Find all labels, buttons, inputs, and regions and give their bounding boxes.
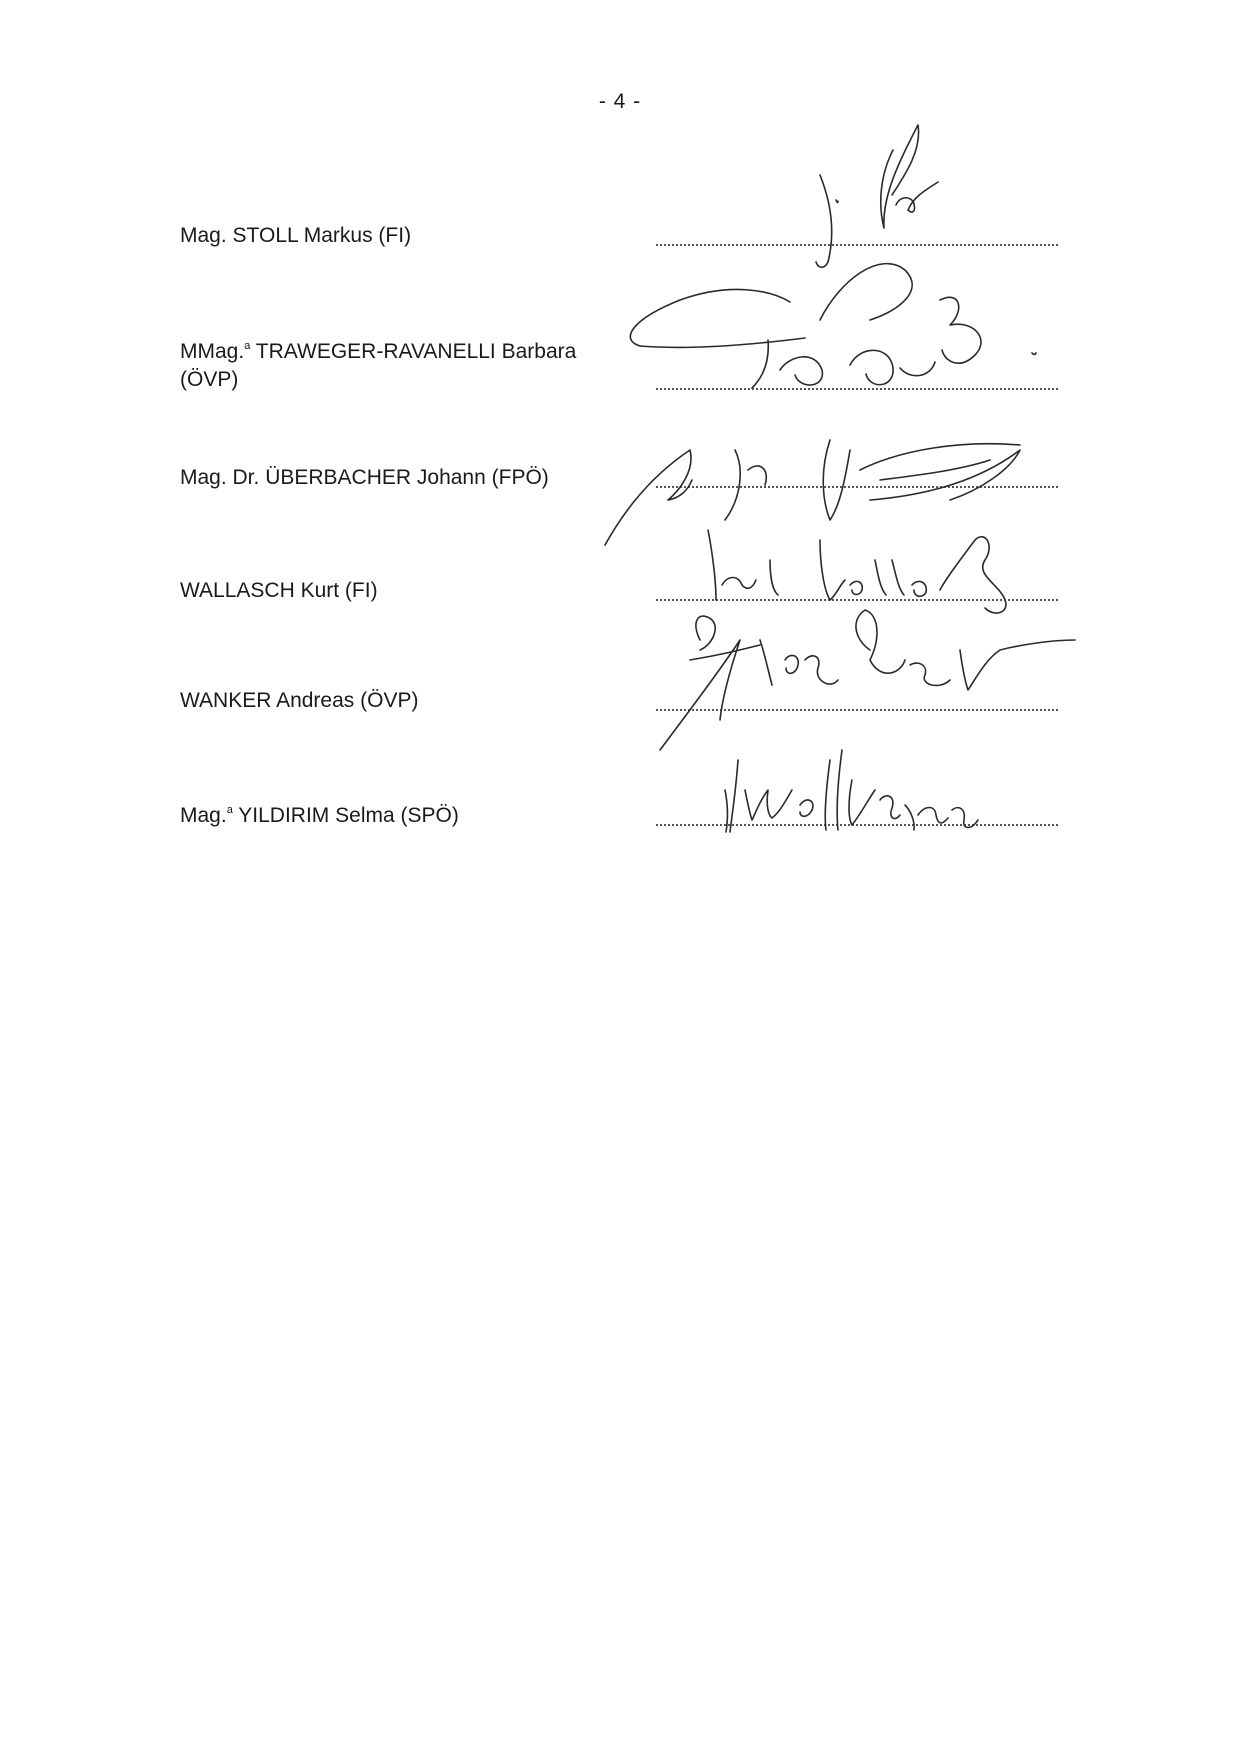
signatory-name: Mag.$^a$ YILDIRIM Selma (SPÖ)	[180, 804, 459, 827]
signatory-name: MMag.$^a$ TRAWEGER-RAVANELLI Barbara (ÖVP)	[180, 340, 577, 391]
signature-line	[656, 486, 1058, 488]
signature-line	[656, 599, 1058, 601]
signatory-row-ueberbacher	[180, 432, 1080, 492]
signatory-name: Mag. STOLL Markus (FI)	[180, 224, 412, 247]
signatory-row-wallasch	[180, 545, 1080, 605]
page-number: - 4 -	[598, 90, 642, 113]
signatory-name: WALLASCH Kurt (FI)	[180, 579, 378, 602]
signatory-name: WANKER Andreas (ÖVP)	[180, 689, 419, 712]
signature-line	[656, 388, 1058, 390]
signature-line	[656, 244, 1058, 246]
signatory-row-wanker	[180, 655, 1080, 715]
signatory-row-stoll	[180, 190, 1080, 250]
signatory-row-traweger-ravanelli	[180, 328, 1080, 394]
signature-line	[656, 709, 1058, 711]
signatory-name: Mag. Dr. ÜBERBACHER Johann (FPÖ)	[180, 466, 549, 489]
signatory-row-yildirim	[180, 770, 1080, 830]
signature-line	[656, 824, 1058, 826]
